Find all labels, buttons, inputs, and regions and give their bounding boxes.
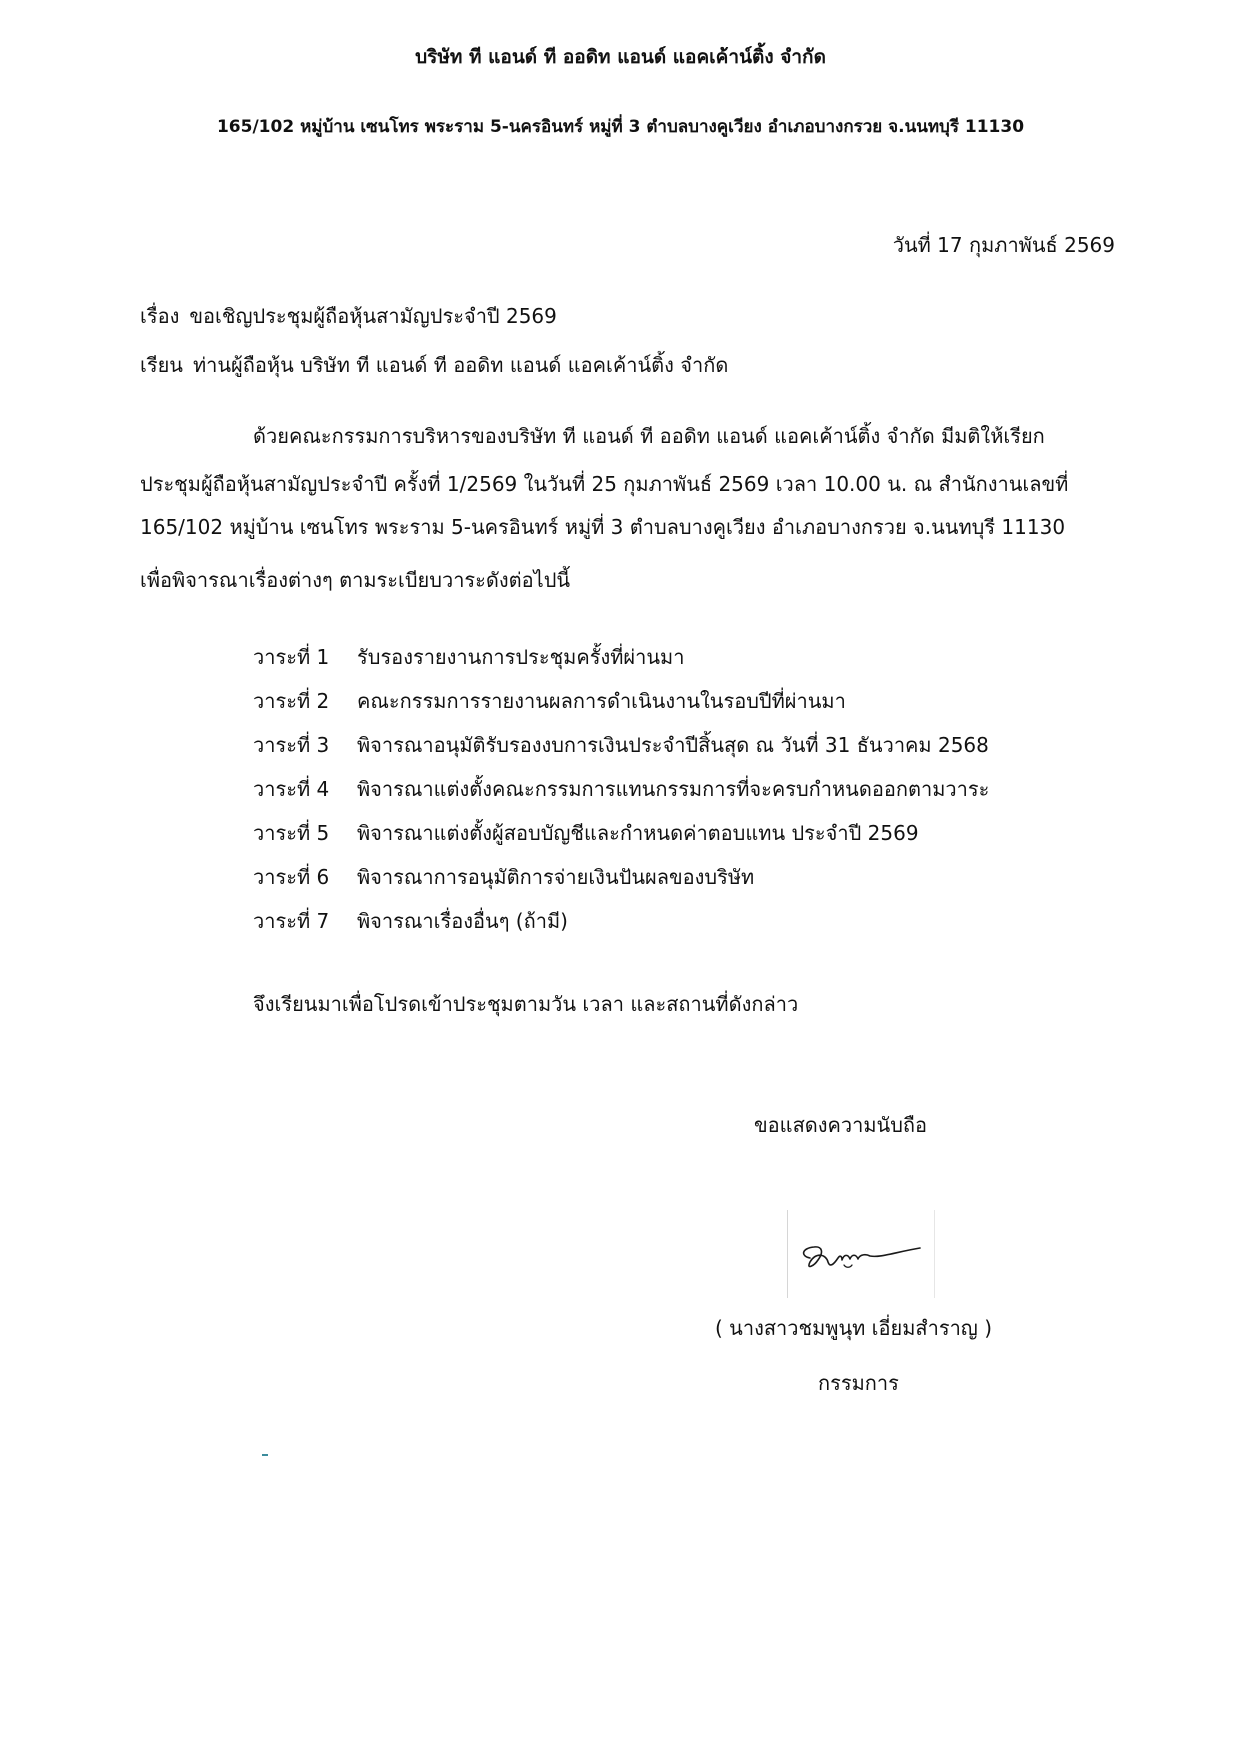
agenda-number: วาระที่ 7 [253, 909, 330, 933]
agenda-text: พิจารณาแต่งตั้งคณะกรรมการแทนกรรมการที่จะครบกำหนดออกตามวาระ [357, 777, 990, 801]
recipient-label: เรียน [140, 353, 183, 377]
agenda-number: วาระที่ 2 [253, 689, 330, 713]
body-line-1: ด้วยคณะกรรมการบริหารของบริษัท ที แอนด์ ที ออดิท แอนด์ แอคเค้าน์ติ้ง จำกัด มีมติให้เรียก [253, 424, 1045, 448]
signature-scrawl-icon [788, 1210, 934, 1298]
recipient-text: ท่านผู้ถือหุ้น บริษัท ที แอนด์ ที ออดิท แอนด์ แอคเค้าน์ติ้ง จำกัด [192, 353, 729, 377]
company-name: บริษัท ที แอนด์ ที ออดิท แอนด์ แอคเค้าน์ติ้ง จำกัด [415, 46, 826, 68]
subject-line [140, 300, 557, 332]
agenda-item [253, 767, 989, 811]
agenda-text: รับรองรายงานการประชุมครั้งที่ผ่านมา [357, 645, 685, 669]
signer-name: ( นางสาวชมพูนุท เอี่ยมสำราญ ) [715, 1316, 993, 1340]
subject-label: เรื่อง [140, 304, 180, 328]
agenda-text: คณะกรรมการรายงานผลการดำเนินงานในรอบปีที่ผ่านมา [357, 689, 846, 713]
signature-image [787, 1210, 935, 1298]
agenda-item [253, 855, 989, 899]
agenda-number: วาระที่ 5 [253, 821, 330, 845]
agenda-text: พิจารณาแต่งตั้งผู้สอบบัญชีและกำหนดค่าตอบแทน ประจำปี 2569 [357, 821, 919, 845]
agenda-number: วาระที่ 6 [253, 865, 330, 889]
agenda-item [253, 635, 989, 679]
company-address: 165/102 หมู่บ้าน เซนโทร พระราม 5-นครอินทร์ หมู่ที่ 3 ตำบลบางคูเวียง อำเภอบางกรวย จ.นนทบุรี 11130 [216, 117, 1025, 137]
agenda-item [253, 899, 989, 943]
recipient-line [140, 349, 728, 381]
body-line-3: 165/102 หมู่บ้าน เซนโทร พระราม 5-นครอินทร์ หมู่ที่ 3 ตำบลบางคูเวียง อำเภอบางกรวย จ.นนทบุรี 11130 [140, 515, 1066, 539]
agenda-number: วาระที่ 3 [253, 733, 330, 757]
signer-title: กรรมการ [818, 1371, 899, 1395]
agenda-text: พิจารณาเรื่องอื่นๆ (ถ้ามี) [357, 909, 568, 933]
agenda-list [253, 635, 989, 943]
agenda-text: พิจารณาการอนุมัติการจ่ายเงินปันผลของบริษัท [357, 865, 755, 889]
subject-text: ขอเชิญประชุมผู้ถือหุ้นสามัญประจำปี 2569 [189, 304, 557, 328]
letter-date: วันที่ 17 กุมภาพันธ์ 2569 [892, 233, 1115, 257]
agenda-item [253, 723, 989, 767]
agenda-number: วาระที่ 4 [253, 777, 330, 801]
agenda-item [253, 679, 989, 723]
regards-line: ขอแสดงความนับถือ [754, 1113, 928, 1137]
body-line-4: เพื่อพิจารณาเรื่องต่างๆ ตามระเบียบวาระดังต่อไปนี้ [140, 568, 571, 592]
body-line-2: ประชุมผู้ถือหุ้นสามัญประจำปี ครั้งที่ 1/2569 ในวันที่ 25 กุมภาพันธ์ 2569 เวลา 10.00 น. ณ สำนักงานเลขที่ [140, 472, 1069, 496]
agenda-number: วาระที่ 1 [253, 645, 330, 669]
agenda-item [253, 811, 989, 855]
closing-line: จึงเรียนมาเพื่อโปรดเข้าประชุมตามวัน เวลา และสถานที่ดังกล่าว [253, 992, 799, 1016]
agenda-text: พิจารณาอนุมัติรับรองงบการเงินประจำปีสิ้นสุด ณ วันที่ 31 ธันวาคม 2568 [357, 733, 989, 757]
stray-mark [262, 1454, 268, 1456]
